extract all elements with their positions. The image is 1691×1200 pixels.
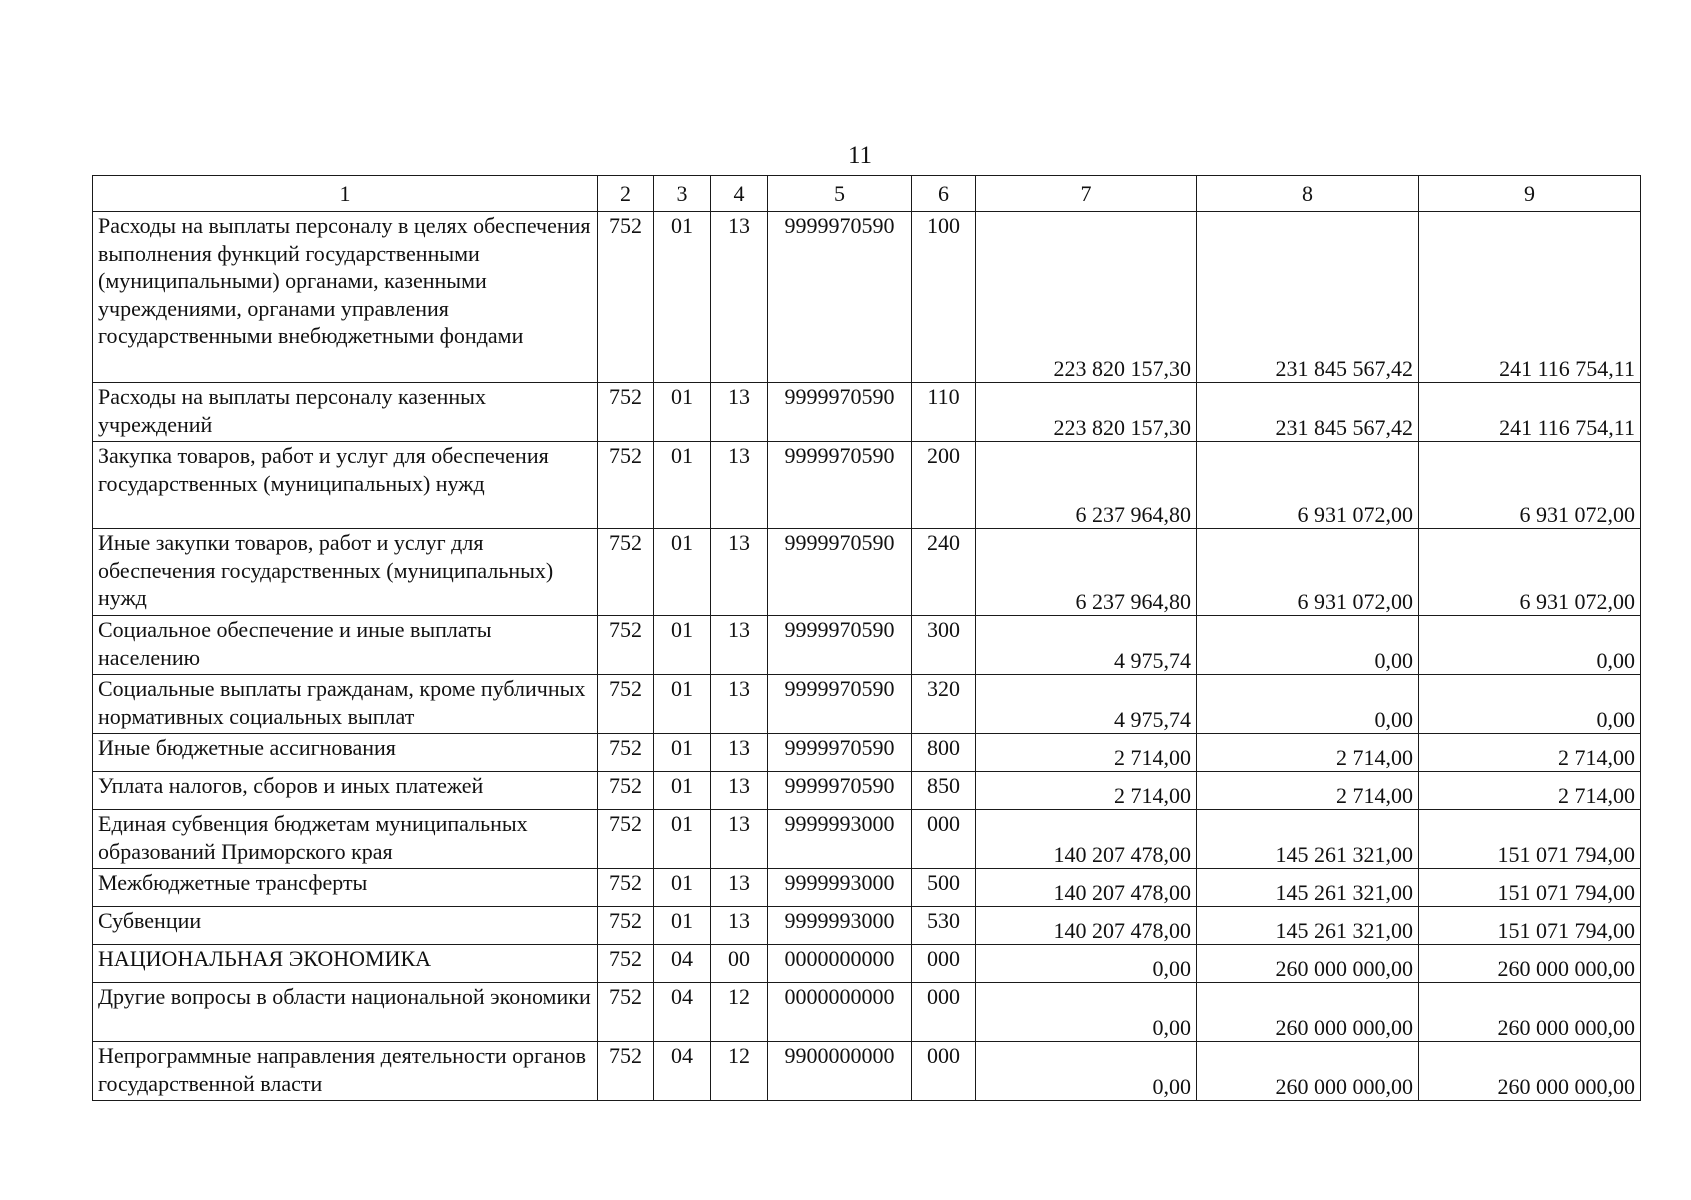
row-cell: 00 <box>711 945 768 983</box>
header-cell: 1 <box>93 176 598 212</box>
row-amount: 2 714,00 <box>1419 734 1641 772</box>
row-cell: 01 <box>654 529 711 616</box>
row-cell: 530 <box>912 907 976 945</box>
row-cell: 13 <box>711 616 768 675</box>
row-amount: 145 261 321,00 <box>1197 810 1419 869</box>
row-cell: 13 <box>711 442 768 529</box>
table-row <box>93 383 1641 442</box>
row-amount: 2 714,00 <box>1197 734 1419 772</box>
row-amount: 223 820 157,30 <box>976 383 1197 442</box>
row-cell: 200 <box>912 442 976 529</box>
header-cell: 8 <box>1197 176 1419 212</box>
row-cell: 752 <box>598 734 654 772</box>
row-name: Социальные выплаты гражданам, кроме публичных нормативных социальных выплат <box>93 675 598 734</box>
row-amount: 6 237 964,80 <box>976 442 1197 529</box>
header-cell: 2 <box>598 176 654 212</box>
row-amount: 260 000 000,00 <box>1419 945 1641 983</box>
row-amount: 260 000 000,00 <box>1419 983 1641 1042</box>
row-cell: 9999993000 <box>768 907 912 945</box>
row-cell: 01 <box>654 675 711 734</box>
row-amount: 0,00 <box>1197 616 1419 675</box>
row-cell: 01 <box>654 383 711 442</box>
row-amount: 260 000 000,00 <box>1419 1042 1641 1101</box>
row-cell: 13 <box>711 734 768 772</box>
row-cell: 04 <box>654 945 711 983</box>
row-cell: 752 <box>598 1042 654 1101</box>
row-cell: 13 <box>711 383 768 442</box>
row-cell: 752 <box>598 675 654 734</box>
row-cell: 13 <box>711 529 768 616</box>
row-amount: 6 931 072,00 <box>1419 529 1641 616</box>
row-amount: 0,00 <box>1419 675 1641 734</box>
table-row <box>93 1042 1641 1101</box>
row-cell: 320 <box>912 675 976 734</box>
row-amount: 2 714,00 <box>976 772 1197 810</box>
row-cell: 000 <box>912 810 976 869</box>
row-amount: 241 116 754,11 <box>1419 212 1641 383</box>
row-cell: 752 <box>598 442 654 529</box>
row-cell: 752 <box>598 945 654 983</box>
row-cell: 01 <box>654 616 711 675</box>
row-cell: 0000000000 <box>768 983 912 1042</box>
row-name: Другие вопросы в области национальной экономики <box>93 983 598 1042</box>
table-row <box>93 772 1641 810</box>
table-row <box>93 734 1641 772</box>
table-row <box>93 529 1641 616</box>
table-header-row <box>93 176 1641 212</box>
row-cell: 100 <box>912 212 976 383</box>
row-cell: 04 <box>654 1042 711 1101</box>
row-cell: 9999970590 <box>768 383 912 442</box>
table-row <box>93 212 1641 383</box>
row-amount: 260 000 000,00 <box>1197 1042 1419 1101</box>
row-amount: 145 261 321,00 <box>1197 907 1419 945</box>
row-cell: 000 <box>912 983 976 1042</box>
row-amount: 151 071 794,00 <box>1419 869 1641 907</box>
row-cell: 240 <box>912 529 976 616</box>
row-name: Социальное обеспечение и иные выплаты населению <box>93 616 598 675</box>
row-amount: 0,00 <box>1419 616 1641 675</box>
row-cell: 9999970590 <box>768 675 912 734</box>
header-cell: 7 <box>976 176 1197 212</box>
table-row <box>93 869 1641 907</box>
row-cell: 752 <box>598 772 654 810</box>
row-cell: 752 <box>598 983 654 1042</box>
row-cell: 0000000000 <box>768 945 912 983</box>
row-cell: 300 <box>912 616 976 675</box>
row-amount: 151 071 794,00 <box>1419 907 1641 945</box>
row-amount: 223 820 157,30 <box>976 212 1197 383</box>
row-name: Уплата налогов, сборов и иных платежей <box>93 772 598 810</box>
row-amount: 260 000 000,00 <box>1197 945 1419 983</box>
row-name: Субвенции <box>93 907 598 945</box>
row-amount: 4 975,74 <box>976 616 1197 675</box>
row-name: Непрограммные направления деятельности органов государственной власти <box>93 1042 598 1101</box>
row-name: Иные бюджетные ассигнования <box>93 734 598 772</box>
row-amount: 260 000 000,00 <box>1197 983 1419 1042</box>
table-row <box>93 442 1641 529</box>
row-cell: 110 <box>912 383 976 442</box>
header-cell: 5 <box>768 176 912 212</box>
row-name: Расходы на выплаты персоналу в целях обеспечения выполнения функций государственными (муниципальными) органами, казенными учреждениями, органами управления государственными внебюджетными фондами <box>93 212 598 383</box>
row-cell: 13 <box>711 772 768 810</box>
row-cell: 850 <box>912 772 976 810</box>
row-cell: 01 <box>654 907 711 945</box>
table-row <box>93 983 1641 1042</box>
row-cell: 800 <box>912 734 976 772</box>
row-cell: 752 <box>598 907 654 945</box>
row-name: Закупка товаров, работ и услуг для обеспечения государственных (муниципальных) нужд <box>93 442 598 529</box>
row-amount: 140 207 478,00 <box>976 810 1197 869</box>
row-cell: 13 <box>711 869 768 907</box>
row-cell: 9900000000 <box>768 1042 912 1101</box>
header-cell: 9 <box>1419 176 1641 212</box>
row-cell: 01 <box>654 442 711 529</box>
table-row <box>93 810 1641 869</box>
row-name: Расходы на выплаты персоналу казенных учреждений <box>93 383 598 442</box>
row-amount: 0,00 <box>976 1042 1197 1101</box>
budget-table <box>92 175 1641 1101</box>
header-cell: 3 <box>654 176 711 212</box>
row-cell: 9999970590 <box>768 442 912 529</box>
row-amount: 151 071 794,00 <box>1419 810 1641 869</box>
row-amount: 2 714,00 <box>976 734 1197 772</box>
row-cell: 752 <box>598 529 654 616</box>
row-cell: 752 <box>598 810 654 869</box>
row-cell: 04 <box>654 983 711 1042</box>
row-cell: 752 <box>598 616 654 675</box>
page-number: 11 <box>847 142 873 169</box>
table-row <box>93 675 1641 734</box>
row-cell: 752 <box>598 383 654 442</box>
row-amount: 4 975,74 <box>976 675 1197 734</box>
row-amount: 0,00 <box>976 983 1197 1042</box>
row-cell: 500 <box>912 869 976 907</box>
row-amount: 6 237 964,80 <box>976 529 1197 616</box>
row-cell: 9999970590 <box>768 772 912 810</box>
row-amount: 231 845 567,42 <box>1197 383 1419 442</box>
row-cell: 9999993000 <box>768 810 912 869</box>
row-cell: 13 <box>711 675 768 734</box>
row-cell: 12 <box>711 1042 768 1101</box>
row-amount: 231 845 567,42 <box>1197 212 1419 383</box>
row-cell: 000 <box>912 945 976 983</box>
header-cell: 4 <box>711 176 768 212</box>
row-name: НАЦИОНАЛЬНАЯ ЭКОНОМИКА <box>93 945 598 983</box>
row-amount: 2 714,00 <box>1419 772 1641 810</box>
row-amount: 0,00 <box>976 945 1197 983</box>
row-amount: 2 714,00 <box>1197 772 1419 810</box>
row-amount: 6 931 072,00 <box>1419 442 1641 529</box>
header-cell: 6 <box>912 176 976 212</box>
row-cell: 01 <box>654 810 711 869</box>
row-cell: 9999970590 <box>768 734 912 772</box>
row-cell: 13 <box>711 810 768 869</box>
table-row <box>93 945 1641 983</box>
row-amount: 140 207 478,00 <box>976 869 1197 907</box>
row-amount: 6 931 072,00 <box>1197 529 1419 616</box>
row-cell: 12 <box>711 983 768 1042</box>
row-amount: 145 261 321,00 <box>1197 869 1419 907</box>
row-cell: 01 <box>654 212 711 383</box>
row-amount: 140 207 478,00 <box>976 907 1197 945</box>
row-amount: 0,00 <box>1197 675 1419 734</box>
row-cell: 01 <box>654 869 711 907</box>
row-cell: 752 <box>598 212 654 383</box>
row-name: Межбюджетные трансферты <box>93 869 598 907</box>
row-cell: 752 <box>598 869 654 907</box>
row-cell: 13 <box>711 907 768 945</box>
row-cell: 01 <box>654 734 711 772</box>
table-row <box>93 616 1641 675</box>
row-cell: 9999970590 <box>768 212 912 383</box>
row-amount: 241 116 754,11 <box>1419 383 1641 442</box>
row-cell: 9999993000 <box>768 869 912 907</box>
row-cell: 9999970590 <box>768 529 912 616</box>
row-amount: 6 931 072,00 <box>1197 442 1419 529</box>
row-name: Иные закупки товаров, работ и услуг для обеспечения государственных (муниципальных) нужд <box>93 529 598 616</box>
row-cell: 13 <box>711 212 768 383</box>
row-name: Единая субвенция бюджетам муниципальных образований Приморского края <box>93 810 598 869</box>
table-row <box>93 907 1641 945</box>
row-cell: 000 <box>912 1042 976 1101</box>
row-cell: 01 <box>654 772 711 810</box>
row-cell: 9999970590 <box>768 616 912 675</box>
